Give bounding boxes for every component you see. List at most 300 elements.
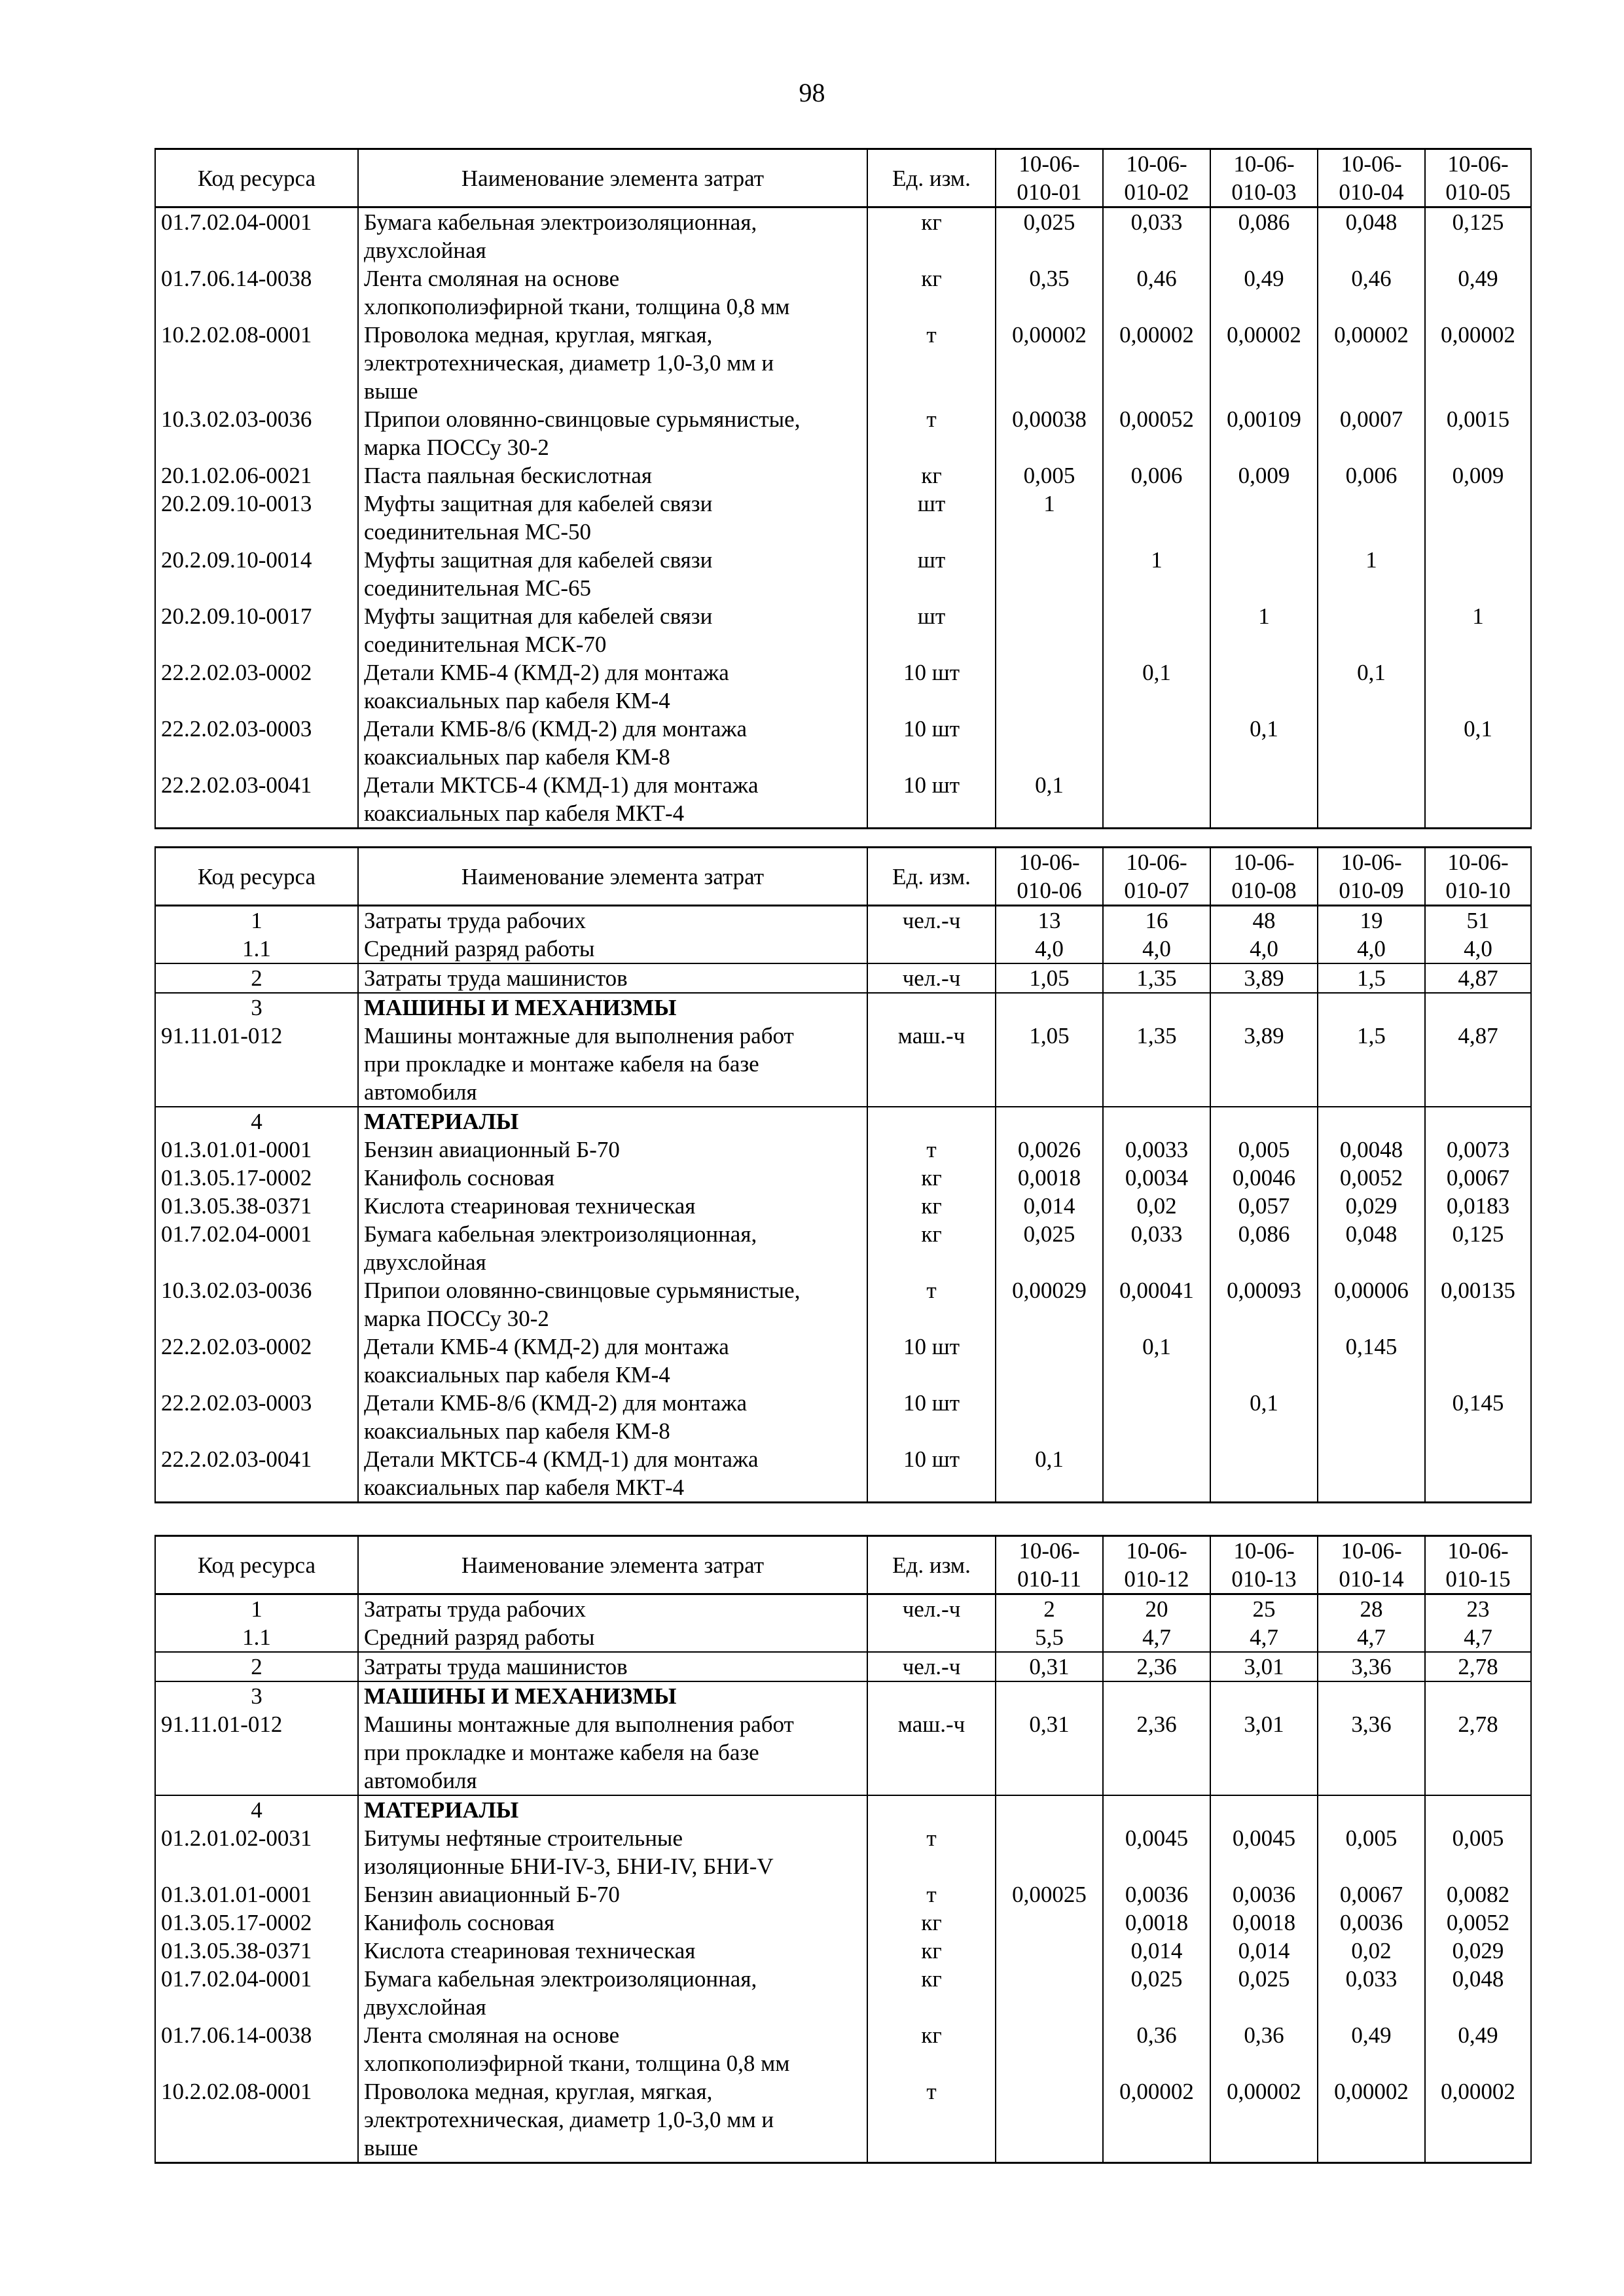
norm-value: 1 [1210,602,1318,658]
norm-value: 0,029 [1425,1937,1531,1965]
norm-value: 0,0052 [1318,1164,1425,1192]
norm-value: 0,00135 [1425,1276,1531,1333]
cost-table-3 [154,1535,1532,2164]
norm-value [1425,1333,1531,1389]
norm-value: 0,033 [1103,1220,1210,1276]
norm-value: 0,0045 [1210,1824,1318,1880]
cost-element-name: Детали КМБ-8/6 (КМД-2) для монтажа коаксиальных пар кабеля КМ-8 [358,715,867,771]
header-name: Наименование элемента затрат [358,1536,867,1594]
table-row [155,1909,1531,1937]
norm-value: 48 [1210,906,1318,935]
unit: т [867,1824,996,1880]
unit: чел.-ч [867,1594,996,1624]
table-row [155,1623,1531,1652]
norm-value: 0,009 [1425,461,1531,490]
norm-value: 0,1 [1210,715,1318,771]
cost-element-name: Бензин авиационный Б-70 [358,1136,867,1164]
resource-code: 22.2.02.03-0041 [155,1445,358,1503]
norm-value: 0,0183 [1425,1192,1531,1220]
unit [867,993,996,1022]
norm-value [1425,546,1531,602]
norm-value: 0,46 [1318,264,1425,321]
unit: т [867,2077,996,2163]
header-unit: Ед. изм. [867,149,996,207]
header-unit: Ед. изм. [867,1536,996,1594]
resource-code: 4 [155,1107,358,1136]
norm-value: 0,057 [1210,1192,1318,1220]
norm-value: 1 [1425,602,1531,658]
cost-element-name: Припои оловянно-свинцовые сурьмянистые, марка ПОССу 30-2 [358,405,867,461]
norm-value: 1 [996,490,1103,546]
table-row [155,1965,1531,2021]
cost-element-name: Канифоль сосновая [358,1164,867,1192]
norm-value: 4,87 [1425,1022,1531,1107]
norm-value [996,1909,1103,1937]
unit: кг [867,2021,996,2077]
norm-value [1210,1333,1318,1389]
norm-value: 0,02 [1103,1192,1210,1220]
norm-value: 1 [1318,546,1425,602]
resource-code: 91.11.01-012 [155,1710,358,1795]
resource-code: 2 [155,1652,358,1681]
unit: т [867,1276,996,1333]
table-row [155,771,1531,829]
norm-value [1425,1681,1531,1710]
unit [867,935,996,963]
header-norm-code: 10-06- 010-06 [996,848,1103,906]
resource-code: 22.2.02.03-0003 [155,715,358,771]
norm-value: 0,025 [996,1220,1103,1276]
resource-code: 01.2.01.02-0031 [155,1824,358,1880]
norm-value [1425,490,1531,546]
norm-value [1210,993,1318,1022]
norm-value [1318,1795,1425,1824]
norm-value: 0,145 [1425,1389,1531,1445]
cost-element-name: Припои оловянно-свинцовые сурьмянистые, марка ПОССу 30-2 [358,1276,867,1333]
norm-value: 0,006 [1103,461,1210,490]
norm-value: 0,0033 [1103,1136,1210,1164]
norm-value [1318,1681,1425,1710]
resource-code: 01.7.06.14-0038 [155,264,358,321]
norm-value: 0,0052 [1425,1909,1531,1937]
resource-code: 20.2.09.10-0013 [155,490,358,546]
norm-value [1210,658,1318,715]
norm-value [996,1824,1103,1880]
unit: маш.-ч [867,1022,996,1107]
norm-value [1103,1107,1210,1136]
norm-value: 0,00002 [1103,2077,1210,2163]
cost-element-name: Кислота стеариновая техническая [358,1937,867,1965]
table-row [155,321,1531,405]
header-norm-code: 10-06- 010-02 [1103,149,1210,207]
header-norm-code: 10-06- 010-13 [1210,1536,1318,1594]
norm-value: 0,025 [1103,1965,1210,2021]
cost-element-name: Муфты защитная для кабелей связи соединительная МС-65 [358,546,867,602]
table-row [155,963,1531,993]
norm-value: 0,00038 [996,405,1103,461]
norm-value [1210,1681,1318,1710]
resource-code: 22.2.02.03-0002 [155,1333,358,1389]
norm-value: 51 [1425,906,1531,935]
norm-value: 0,086 [1210,207,1318,265]
norm-value: 1 [1103,546,1210,602]
norm-value [996,2021,1103,2077]
norm-value: 0,048 [1318,207,1425,265]
cost-element-name: Средний разряд работы [358,1623,867,1652]
unit: т [867,321,996,405]
table-row [155,207,1531,265]
norm-value: 0,086 [1210,1220,1318,1276]
unit: шт [867,546,996,602]
table-row [155,602,1531,658]
norm-value [1210,771,1318,829]
norm-value: 2 [996,1594,1103,1624]
norm-value: 1,05 [996,963,1103,993]
table-row [155,1937,1531,1965]
norm-value [996,1681,1103,1710]
table-row [155,1107,1531,1136]
norm-value: 0,00002 [1210,2077,1318,2163]
norm-value: 0,145 [1318,1333,1425,1389]
norm-value: 4,7 [1425,1623,1531,1652]
norm-value: 0,1 [1318,658,1425,715]
norm-value: 0,0007 [1318,405,1425,461]
norm-value: 0,005 [1425,1824,1531,1880]
norm-value: 0,0026 [996,1136,1103,1164]
norm-value [1103,715,1210,771]
resource-code: 22.2.02.03-0041 [155,771,358,829]
norm-value: 3,89 [1210,963,1318,993]
norm-value [1318,1445,1425,1503]
table-row [155,1681,1531,1710]
norm-value [1425,771,1531,829]
norm-value: 0,00002 [996,321,1103,405]
header-norm-code: 10-06- 010-03 [1210,149,1318,207]
norm-value: 2,78 [1425,1710,1531,1795]
norm-value: 0,0036 [1103,1880,1210,1909]
norm-value: 28 [1318,1594,1425,1624]
norm-value: 0,025 [996,207,1103,265]
cost-table-1 [154,148,1532,829]
norm-value: 0,0073 [1425,1136,1531,1164]
table-row [155,405,1531,461]
norm-value: 0,0018 [996,1164,1103,1192]
resource-code: 10.2.02.08-0001 [155,2077,358,2163]
norm-value [1425,993,1531,1022]
resource-code: 1 [155,1594,358,1624]
norm-value [1318,1107,1425,1136]
unit [867,1107,996,1136]
table-row [155,490,1531,546]
unit: чел.-ч [867,1652,996,1681]
norm-value [1103,1795,1210,1824]
norm-value [1103,1389,1210,1445]
norm-value: 0,025 [1210,1965,1318,2021]
cost-element-name: Затраты труда машинистов [358,1652,867,1681]
resource-code: 20.2.09.10-0017 [155,602,358,658]
resource-code: 01.7.02.04-0001 [155,1965,358,2021]
unit: т [867,1136,996,1164]
norm-value [1210,1107,1318,1136]
table-row [155,2077,1531,2163]
table-row [155,935,1531,963]
resource-code: 01.3.01.01-0001 [155,1880,358,1909]
cost-element-name: Лента смоляная на основе хлопкополиэфирной ткани, толщина 0,8 мм [358,264,867,321]
norm-value: 0,00052 [1103,405,1210,461]
norm-value: 4,0 [1210,935,1318,963]
norm-value: 0,00002 [1318,2077,1425,2163]
norm-value: 0,00002 [1318,321,1425,405]
resource-code: 10.2.02.08-0001 [155,321,358,405]
norm-value [1318,715,1425,771]
norm-value: 1,05 [996,1022,1103,1107]
norm-value: 0,0015 [1425,405,1531,461]
cost-element-name: МАШИНЫ И МЕХАНИЗМЫ [358,993,867,1022]
norm-value [996,546,1103,602]
norm-value [1103,490,1210,546]
header-code: Код ресурса [155,848,358,906]
unit: шт [867,602,996,658]
table-header-row [155,1536,1531,1594]
cost-element-name: Лента смоляная на основе хлопкополиэфирной ткани, толщина 0,8 мм [358,2021,867,2077]
unit: чел.-ч [867,963,996,993]
norm-value [1103,771,1210,829]
unit: кг [867,1909,996,1937]
unit: кг [867,1937,996,1965]
resource-code: 1.1 [155,1623,358,1652]
header-norm-code: 10-06- 010-04 [1318,149,1425,207]
unit: маш.-ч [867,1710,996,1795]
unit: кг [867,264,996,321]
unit: т [867,405,996,461]
cost-element-name: Детали КМБ-8/6 (КМД-2) для монтажа коаксиальных пар кабеля КМ-8 [358,1389,867,1445]
norm-value: 3,36 [1318,1710,1425,1795]
norm-value: 3,36 [1318,1652,1425,1681]
cost-element-name: Кислота стеариновая техническая [358,1192,867,1220]
table-row [155,1795,1531,1824]
norm-value: 1,5 [1318,963,1425,993]
cost-element-name: Канифоль сосновая [358,1909,867,1937]
cost-element-name: Бумага кабельная электроизоляционная, двухслойная [358,207,867,265]
norm-value: 0,048 [1318,1220,1425,1276]
table-row [155,1164,1531,1192]
resource-code: 3 [155,1681,358,1710]
norm-value: 4,7 [1210,1623,1318,1652]
norm-value: 0,1 [1425,715,1531,771]
cost-element-name: Затраты труда рабочих [358,1594,867,1624]
norm-value [996,2077,1103,2163]
norm-value [996,1107,1103,1136]
cost-element-name: Паста паяльная бескислотная [358,461,867,490]
cost-element-name: Проволока медная, круглая, мягкая, электротехническая, диаметр 1,0-3,0 мм и выше [358,321,867,405]
norm-value: 1,35 [1103,963,1210,993]
resource-code: 2 [155,963,358,993]
norm-value: 0,006 [1318,461,1425,490]
resource-code: 4 [155,1795,358,1824]
cost-element-name: МАШИНЫ И МЕХАНИЗМЫ [358,1681,867,1710]
unit [867,1623,996,1652]
table-row [155,993,1531,1022]
norm-value: 0,1 [996,771,1103,829]
norm-value: 0,0048 [1318,1136,1425,1164]
norm-value: 0,048 [1425,1965,1531,2021]
norm-value: 0,0046 [1210,1164,1318,1192]
header-norm-code: 10-06- 010-11 [996,1536,1103,1594]
table-row [155,546,1531,602]
unit: кг [867,1192,996,1220]
cost-table-2 [154,846,1532,1503]
cost-element-name: Детали КМБ-4 (КМД-2) для монтажа коаксиальных пар кабеля КМ-4 [358,1333,867,1389]
table-row [155,264,1531,321]
norm-value [1103,602,1210,658]
norm-value: 0,014 [1103,1937,1210,1965]
norm-value: 0,005 [1210,1136,1318,1164]
resource-code: 01.7.06.14-0038 [155,2021,358,2077]
table-row [155,1445,1531,1503]
norm-value: 23 [1425,1594,1531,1624]
norm-value [996,993,1103,1022]
resource-code: 10.3.02.03-0036 [155,405,358,461]
unit: 10 шт [867,715,996,771]
resource-code: 3 [155,993,358,1022]
header-norm-code: 10-06- 010-14 [1318,1536,1425,1594]
norm-value: 0,033 [1318,1965,1425,2021]
norm-value: 4,87 [1425,963,1531,993]
norm-value [996,1333,1103,1389]
unit: т [867,1880,996,1909]
norm-value: 5,5 [996,1623,1103,1652]
norm-value: 1,35 [1103,1022,1210,1107]
cost-element-name: Детали КМБ-4 (КМД-2) для монтажа коаксиальных пар кабеля КМ-4 [358,658,867,715]
norm-value: 0,35 [996,264,1103,321]
norm-value: 0,0067 [1318,1880,1425,1909]
norm-value: 4,0 [1425,935,1531,963]
norm-value [1318,490,1425,546]
resource-code: 01.3.05.17-0002 [155,1909,358,1937]
norm-value: 0,00109 [1210,405,1318,461]
norm-value [1103,1445,1210,1503]
unit: 10 шт [867,1445,996,1503]
norm-value: 0,033 [1103,207,1210,265]
norm-value [1425,1795,1531,1824]
norm-value [1318,993,1425,1022]
norm-value: 0,36 [1103,2021,1210,2077]
norm-value: 4,0 [1318,935,1425,963]
cost-element-name: Затраты труда машинистов [358,963,867,993]
norm-value: 2,36 [1103,1710,1210,1795]
table-row [155,906,1531,935]
norm-value: 0,31 [996,1652,1103,1681]
norm-value: 0,0036 [1210,1880,1318,1909]
cost-element-name: Муфты защитная для кабелей связи соединительная МСК-70 [358,602,867,658]
norm-value: 0,0067 [1425,1164,1531,1192]
unit: шт [867,490,996,546]
norm-value [996,1965,1103,2021]
table-row [155,715,1531,771]
norm-value: 0,125 [1425,207,1531,265]
unit [867,1795,996,1824]
cost-element-name: МАТЕРИАЛЫ [358,1795,867,1824]
norm-value: 0,0036 [1318,1909,1425,1937]
norm-value: 0,46 [1103,264,1210,321]
norm-value: 3,89 [1210,1022,1318,1107]
cost-element-name: МАТЕРИАЛЫ [358,1107,867,1136]
resource-code: 01.3.05.17-0002 [155,1164,358,1192]
resource-code: 1 [155,906,358,935]
table-row [155,1652,1531,1681]
norm-value [1425,658,1531,715]
norm-value: 0,125 [1425,1220,1531,1276]
cost-element-name: Средний разряд работы [358,935,867,963]
norm-value: 0,014 [996,1192,1103,1220]
norm-value [1425,1107,1531,1136]
cost-element-name: Затраты труда рабочих [358,906,867,935]
header-code: Код ресурса [155,1536,358,1594]
cost-element-name: Бумага кабельная электроизоляционная, двухслойная [358,1965,867,2021]
cost-element-name: Детали МКТСБ-4 (КМД-1) для монтажа коаксиальных пар кабеля МКТ-4 [358,771,867,829]
cost-element-name: Проволока медная, круглая, мягкая, электротехническая, диаметр 1,0-3,0 мм и выше [358,2077,867,2163]
header-norm-code: 10-06- 010-01 [996,149,1103,207]
norm-value: 0,1 [1103,1333,1210,1389]
norm-value [1318,771,1425,829]
table-row [155,1192,1531,1220]
norm-value: 4,0 [1103,935,1210,963]
unit: чел.-ч [867,906,996,935]
norm-value [996,715,1103,771]
norm-value: 4,7 [1103,1623,1210,1652]
unit [867,1681,996,1710]
resource-code: 01.3.05.38-0371 [155,1192,358,1220]
unit: кг [867,1164,996,1192]
resource-code: 20.2.09.10-0014 [155,546,358,602]
norm-value: 0,00041 [1103,1276,1210,1333]
norm-value: 20 [1103,1594,1210,1624]
table-row [155,1333,1531,1389]
table-row [155,1276,1531,1333]
norm-value: 0,014 [1210,1937,1318,1965]
norm-value: 0,00002 [1210,321,1318,405]
resource-code: 91.11.01-012 [155,1022,358,1107]
unit: кг [867,461,996,490]
norm-value [1425,1445,1531,1503]
cost-element-name: Бензин авиационный Б-70 [358,1880,867,1909]
norm-value: 0,00002 [1425,321,1531,405]
unit: кг [867,207,996,265]
header-norm-code: 10-06- 010-09 [1318,848,1425,906]
norm-value [996,1937,1103,1965]
header-name: Наименование элемента затрат [358,149,867,207]
norm-value: 2,36 [1103,1652,1210,1681]
norm-value: 0,0018 [1210,1909,1318,1937]
header-name: Наименование элемента затрат [358,848,867,906]
resource-code: 22.2.02.03-0002 [155,658,358,715]
norm-value: 0,49 [1210,264,1318,321]
header-norm-code: 10-06- 010-15 [1425,1536,1531,1594]
table-row [155,1136,1531,1164]
norm-value: 0,31 [996,1710,1103,1795]
header-norm-code: 10-06- 010-05 [1425,149,1531,207]
table-row [155,461,1531,490]
resource-code: 20.1.02.06-0021 [155,461,358,490]
norm-value: 0,49 [1318,2021,1425,2077]
cost-element-name: Муфты защитная для кабелей связи соединительная МС-50 [358,490,867,546]
unit: кг [867,1220,996,1276]
norm-value: 0,0034 [1103,1164,1210,1192]
table-row [155,1710,1531,1795]
cost-element-name: Детали МКТСБ-4 (КМД-1) для монтажа коаксиальных пар кабеля МКТ-4 [358,1445,867,1503]
norm-value [1210,1445,1318,1503]
norm-value: 13 [996,906,1103,935]
